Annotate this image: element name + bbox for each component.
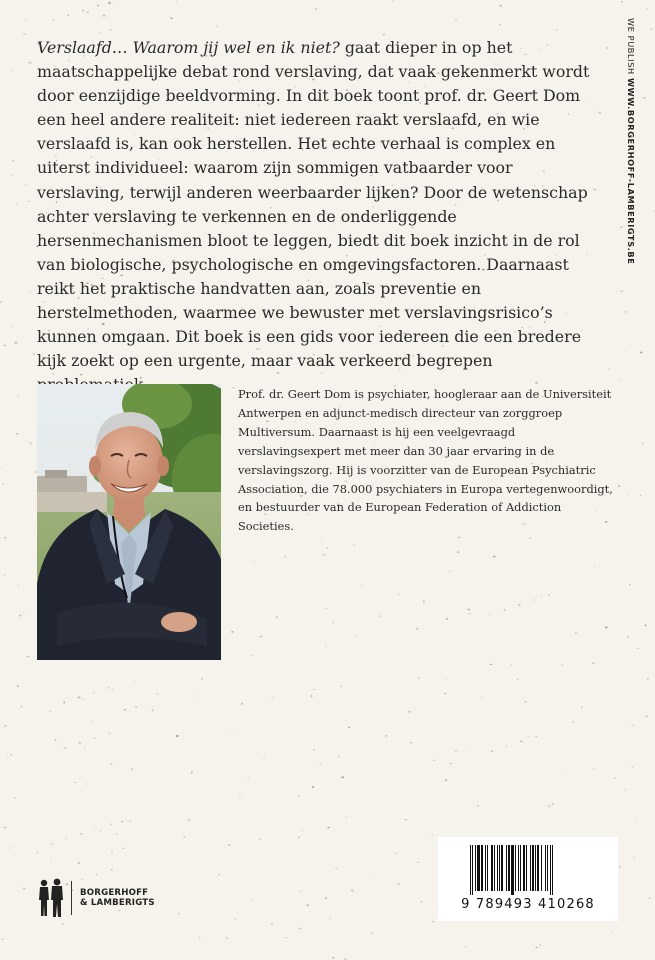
book-title-italic: Verslaafd… Waarom jij wel en ik niet?: [37, 38, 340, 57]
back-cover-blurb: [37, 36, 597, 397]
banner-prefix: WE PUBLISH: [626, 18, 636, 75]
isbn-barcode: [438, 837, 618, 921]
author-bio: Prof. dr. Geert Dom is psychiater, hoogleraar aan de Universiteit Antwerpen en adjunct-medisch directeur van zorggroep Multiversum. Daarnaast is hij een veelgevraagd verslavingsexpert met meer dan 30 jaar ervaring in de verslavingszorg. Hij is voorzitter van de European Psychiatric Association, die 78.000 psychiaters in Europa vertegenwoordigt, en bestuurder van de European Federation of Addiction Societies.: [238, 387, 613, 534]
publisher-name-line1: BORGERHOFF: [80, 888, 149, 898]
publisher-name: [80, 888, 155, 908]
publisher-name-line2: & LAMBERIGTS: [80, 898, 155, 908]
logo-divider: [71, 881, 72, 915]
barcode-bars: [470, 845, 586, 895]
publisher-figures-icon: [35, 878, 67, 918]
publisher-logo: [35, 878, 175, 918]
blurb-body: gaat dieper in op het maatschappelijke debat rond verslaving, dat vaak gekenmerkt wordt door eenzijdige beeldvorming. In dit boek toont prof. dr. Geert Dom een heel andere realiteit: niet iedereen raakt verslaafd, en wie verslaafd is, kan ook herstellen. Het echte verhaal is complex en uiterst individueel: waarom zijn sommigen vatbaarder voor verslaving, terwijl anderen weerbaarder lijken? Door de wetenschap achter verslaving te verkennen en de onderliggende hersenmechanismen bloot te leggen, biedt dit boek inzicht in de rol van biologische, psychologische en omgevingsfactoren. Daarnaast reikt het praktische handvatten aan, zoals preventie en herstelmethoden, waarmee we bewuster met verslavingsrisico’s kunnen omgaan. Dit boek is een gids voor iedereen die een bredere kijk zoekt op een urgente, maar vaak verkeerd begrepen: [37, 38, 590, 371]
isbn-number: 9 789493 410268: [461, 897, 595, 912]
publisher-url[interactable]: WWW.BORGERHOFF-LAMBERIGTS.BE: [626, 77, 636, 265]
publisher-website-banner: [622, 18, 640, 348]
author-photo: [37, 384, 221, 660]
